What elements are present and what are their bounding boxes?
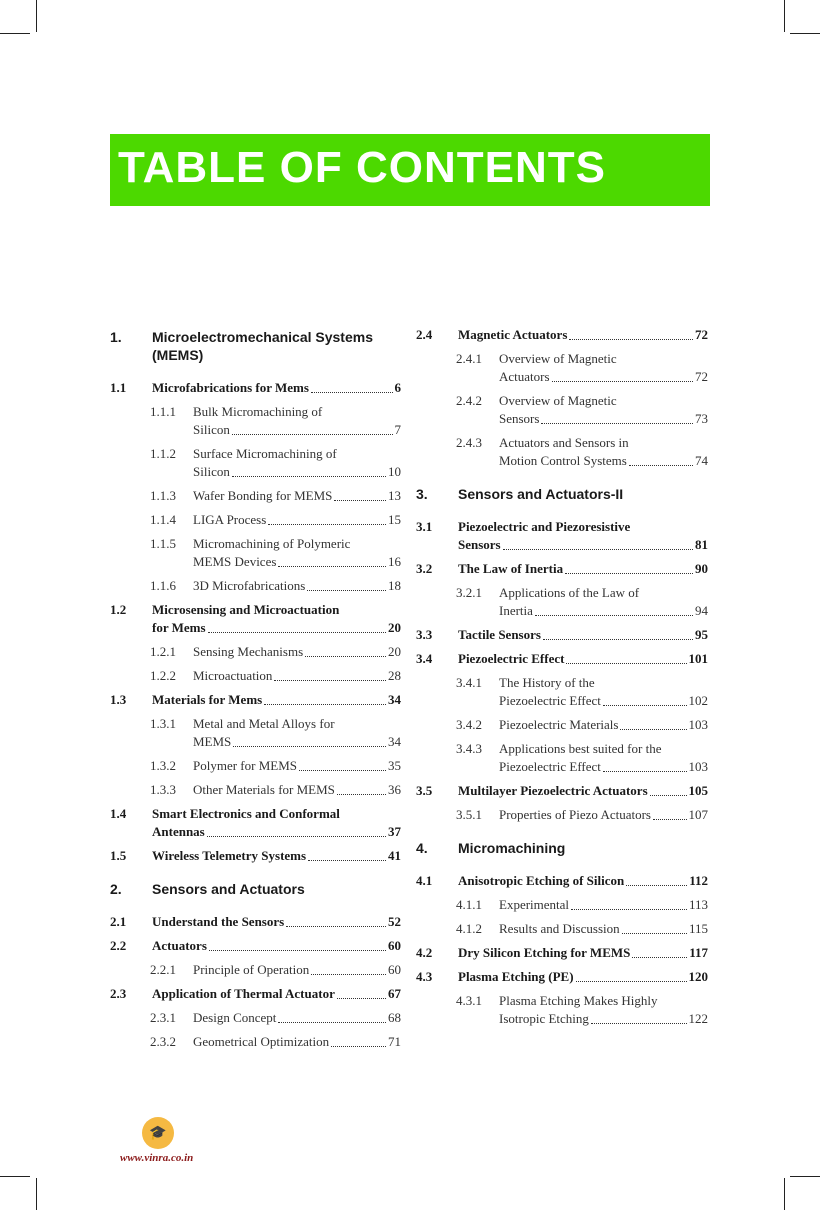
dot-leader: [264, 704, 386, 705]
entry-number: 1.2.1: [150, 644, 176, 659]
entry-title: Smart Electronics and Conformal: [152, 806, 340, 821]
entry-title: MEMS: [193, 734, 232, 749]
dot-leader: [209, 950, 386, 951]
dot-leader: [308, 860, 386, 861]
entry-number: 4.3: [416, 969, 433, 984]
entry-title: Micromachining of Polymeric: [193, 536, 351, 551]
dot-leader: [632, 957, 687, 958]
toc-entry-section[interactable]: [110, 601, 401, 637]
dot-leader: [603, 771, 687, 772]
toc-entry-sub[interactable]: [110, 577, 401, 595]
entry-title: Silicon: [193, 464, 230, 479]
toc-entry-section[interactable]: [416, 650, 708, 668]
dot-leader: [268, 524, 386, 525]
crop-mark: [0, 1176, 30, 1177]
entry-number: 3.4.2: [456, 717, 482, 732]
toc-entry-sub[interactable]: [416, 434, 708, 470]
dot-leader: [620, 729, 686, 730]
graduation-cap-icon: 🎓: [142, 1117, 174, 1149]
entry-title: 3D Microfabrications: [193, 578, 306, 593]
entry-number: 2.4.1: [456, 351, 482, 366]
entry-title: Piezoelectric Effect: [499, 759, 601, 774]
entry-title: Piezoelectric and Piezoresistive: [458, 519, 631, 534]
toc-entry-sub[interactable]: [110, 445, 401, 481]
toc-entry-sub[interactable]: [416, 350, 708, 386]
toc-entry-sub[interactable]: [110, 757, 401, 775]
entry-title: LIGA Process: [193, 512, 267, 527]
entry-number: 3.3: [416, 627, 433, 642]
entry-title: Inertia: [499, 603, 533, 618]
dot-leader: [650, 795, 687, 796]
entry-number: 1.1.6: [150, 578, 176, 593]
entry-title: Motion Control Systems: [499, 453, 627, 468]
entry-title: Actuators: [499, 369, 550, 384]
toc-entry-sub[interactable]: [110, 667, 401, 685]
page-number: 7: [394, 422, 401, 437]
entry-title: Design Concept: [193, 1010, 277, 1025]
entry-number: 2.4.2: [456, 393, 482, 408]
dot-leader: [331, 1046, 386, 1047]
entry-title: Microactuation: [193, 668, 273, 683]
entry-number: 1.2: [110, 602, 127, 617]
entry-title: Overview of Magnetic: [499, 393, 617, 408]
entry-title: Microsensing and Microactuation: [152, 602, 340, 617]
entry-number: 4.1.1: [456, 897, 482, 912]
page-number: 102: [688, 693, 708, 708]
toc-entry-sub[interactable]: [110, 961, 401, 979]
page-number: 34: [388, 734, 401, 749]
entry-title: Materials for Mems: [152, 692, 263, 707]
toc-entry-chapter[interactable]: [416, 839, 708, 857]
entry-title: The History of the: [499, 675, 595, 690]
dot-leader: [552, 381, 693, 382]
page-number: 36: [388, 782, 401, 797]
page-number: 60: [388, 938, 401, 953]
page-number: 28: [388, 668, 401, 683]
entry-title: for Mems: [152, 620, 206, 635]
page-number: 74: [695, 453, 708, 468]
toc-entry-section[interactable]: [110, 379, 401, 397]
entry-title: Sensing Mechanisms: [193, 644, 304, 659]
entry-number: 3.4: [416, 651, 433, 666]
entry-title: Experimental: [499, 897, 570, 912]
entry-title: Isotropic Etching: [499, 1011, 589, 1026]
toc-entry-section[interactable]: [416, 782, 708, 800]
page-title: TABLE OF CONTENTS: [118, 143, 606, 192]
dot-leader: [622, 933, 687, 934]
dot-leader: [541, 423, 693, 424]
page-number: 90: [695, 561, 708, 576]
entry-number: 3.4.3: [456, 741, 482, 756]
page-number: 103: [688, 759, 708, 774]
dot-leader: [278, 566, 386, 567]
entry-title: Applications best suited for the: [499, 741, 662, 756]
entry-number: 3.2: [416, 561, 433, 576]
entry-title: Properties of Piezo Actuators: [499, 807, 651, 822]
entry-number: 3.4.1: [456, 675, 482, 690]
toc-entry-section[interactable]: [416, 560, 708, 578]
toc-entry-section[interactable]: [416, 326, 708, 344]
entry-title: Piezoelectric Materials: [499, 717, 619, 732]
page-number: 16: [388, 554, 401, 569]
entry-title: Plasma Etching (PE): [458, 969, 574, 984]
toc-entry-sub[interactable]: [110, 781, 401, 799]
toc-entry-sub[interactable]: [416, 896, 708, 914]
entry-title: Principle of Operation: [193, 962, 310, 977]
page-number: 72: [695, 327, 708, 342]
dot-leader: [286, 926, 386, 927]
crop-mark: [36, 0, 37, 32]
toc-entry-sub[interactable]: [416, 674, 708, 710]
page-number: 122: [688, 1011, 708, 1026]
dot-leader: [569, 339, 693, 340]
toc-entry-sub[interactable]: [110, 1009, 401, 1027]
entry-number: 4.2: [416, 945, 433, 960]
toc-entry-sub[interactable]: [416, 584, 708, 620]
entry-number: 2.2.1: [150, 962, 176, 977]
toc-entry-sub[interactable]: [416, 392, 708, 428]
crop-mark: [36, 1178, 37, 1210]
dot-leader: [311, 974, 386, 975]
entry-number: 2.3: [110, 986, 127, 1001]
dot-leader: [543, 639, 693, 640]
entry-number: 1.1.1: [150, 404, 176, 419]
entry-number: 2.3.1: [150, 1010, 176, 1025]
dot-leader: [535, 615, 693, 616]
dot-leader: [311, 392, 393, 393]
dot-leader: [653, 819, 687, 820]
toc-entry-section[interactable]: [416, 968, 708, 986]
dot-leader: [571, 909, 687, 910]
entry-title: Sensors: [499, 411, 540, 426]
crop-mark: [0, 33, 30, 34]
page-number: 18: [388, 578, 401, 593]
entry-title: Anisotropic Etching of Silicon: [458, 873, 625, 888]
page-number: 68: [388, 1010, 401, 1025]
page-number: 20: [388, 644, 401, 659]
toc-entry-sub[interactable]: [110, 643, 401, 661]
entry-title: MEMS Devices: [193, 554, 277, 569]
dot-leader: [274, 680, 386, 681]
crop-mark: [790, 1176, 820, 1177]
page-number: 94: [695, 603, 708, 618]
toc-entry-section[interactable]: [110, 913, 401, 931]
entry-title: Silicon: [193, 422, 230, 437]
entry-number: 1.2.2: [150, 668, 176, 683]
dot-leader: [626, 885, 687, 886]
entry-title: Sensors and Actuators-II: [458, 486, 624, 502]
entry-number: 1.1.3: [150, 488, 176, 503]
dot-leader: [566, 663, 686, 664]
page-number: 13: [388, 488, 401, 503]
dot-leader: [299, 770, 386, 771]
crop-mark: [790, 33, 820, 34]
page-number: 117: [689, 945, 708, 960]
crop-mark: [784, 1178, 785, 1210]
toc-entry-section[interactable]: [110, 691, 401, 709]
dot-leader: [503, 549, 693, 550]
page-number: 105: [688, 783, 708, 798]
entry-number: 4.: [416, 840, 428, 856]
entry-title: Multilayer Piezoelectric Actuators: [458, 783, 648, 798]
toc-entry-chapter[interactable]: [110, 328, 401, 364]
entry-number: 1.5: [110, 848, 127, 863]
dot-leader: [591, 1023, 687, 1024]
toc-entry-sub[interactable]: [110, 715, 401, 751]
toc-entry-section[interactable]: [416, 626, 708, 644]
entry-number: 2.4: [416, 327, 433, 342]
entry-title: Polymer for MEMS: [193, 758, 297, 773]
entry-number: 1.3.1: [150, 716, 176, 731]
toc-entry-section[interactable]: [416, 872, 708, 890]
entry-title: Micromachining: [458, 840, 566, 856]
entry-number: 2.3.2: [150, 1034, 176, 1049]
entry-title: Magnetic Actuators: [458, 327, 568, 342]
dot-leader: [208, 632, 386, 633]
toc-column-right: [416, 326, 708, 1034]
toc-entry-sub[interactable]: [416, 806, 708, 824]
entry-number: 3.2.1: [456, 585, 482, 600]
dot-leader: [233, 746, 386, 747]
toc-entry-sub[interactable]: [416, 920, 708, 938]
toc-entry-section[interactable]: [416, 518, 708, 554]
page-number: 67: [388, 986, 401, 1001]
page-number: 95: [695, 627, 708, 642]
page-number: 107: [688, 807, 708, 822]
page-number: 6: [394, 380, 401, 395]
entry-number: 1.1.5: [150, 536, 176, 551]
dot-leader: [337, 998, 386, 999]
page-number: 112: [689, 873, 708, 888]
toc-entry-sub[interactable]: [110, 535, 401, 571]
entry-title: Geometrical Optimization: [193, 1034, 330, 1049]
toc-entry-section[interactable]: [110, 805, 401, 841]
entry-number: 2.: [110, 881, 122, 897]
entry-number: 1.: [110, 329, 122, 345]
toc-entry-sub[interactable]: [416, 992, 708, 1028]
dot-leader: [305, 656, 386, 657]
entry-title: Piezoelectric Effect: [499, 693, 601, 708]
entry-number: 4.3.1: [456, 993, 482, 1008]
entry-title: Application of Thermal Actuator: [152, 986, 335, 1001]
title-banner: [110, 134, 710, 206]
entry-title: Understand the Sensors: [152, 914, 285, 929]
entry-title: Microelectromechanical Systems: [152, 329, 373, 345]
entry-title: Other Materials for MEMS: [193, 782, 335, 797]
entry-number: 4.1.2: [456, 921, 482, 936]
page-number: 20: [388, 620, 401, 635]
dot-leader: [207, 836, 386, 837]
entry-title: Dry Silicon Etching for MEMS: [458, 945, 631, 960]
toc-entry-section[interactable]: [110, 985, 401, 1003]
toc-entry-sub[interactable]: [110, 511, 401, 529]
page-number: 41: [388, 848, 401, 863]
toc-entry-section[interactable]: [110, 847, 401, 865]
entry-number: 1.3.2: [150, 758, 176, 773]
dot-leader: [603, 705, 687, 706]
toc-entry-section[interactable]: [110, 937, 401, 955]
entry-title: Results and Discussion: [499, 921, 620, 936]
page-number: 34: [388, 692, 401, 707]
page-number: 81: [695, 537, 708, 552]
page-number: 71: [388, 1034, 401, 1049]
page-number: 37: [388, 824, 401, 839]
entry-title: The Law of Inertia: [458, 561, 564, 576]
page-number: 72: [695, 369, 708, 384]
dot-leader: [337, 794, 386, 795]
entry-title: Piezoelectric Effect: [458, 651, 565, 666]
toc-entry-sub[interactable]: [110, 403, 401, 439]
entry-title: Plasma Etching Makes Highly: [499, 993, 658, 1008]
entry-title: Overview of Magnetic: [499, 351, 617, 366]
dot-leader: [232, 434, 393, 435]
entry-title: Wafer Bonding for MEMS: [193, 488, 333, 503]
entry-title: Actuators: [152, 938, 207, 953]
page-number: 15: [388, 512, 401, 527]
page-number: 10: [388, 464, 401, 479]
entry-number: 4.1: [416, 873, 433, 888]
page-number: 101: [688, 651, 708, 666]
entry-number: 2.1: [110, 914, 127, 929]
dot-leader: [629, 465, 693, 466]
entry-number: 2.4.3: [456, 435, 482, 450]
entry-title: Bulk Micromachining of: [193, 404, 323, 419]
entry-number: 1.4: [110, 806, 127, 821]
entry-number: 1.3: [110, 692, 127, 707]
entry-title: Actuators and Sensors in: [499, 435, 629, 450]
toc-entry-sub[interactable]: [416, 716, 708, 734]
page-number: 52: [388, 914, 401, 929]
entry-number: 3.5.1: [456, 807, 482, 822]
entry-number: 1.1.4: [150, 512, 176, 527]
entry-title: Sensors and Actuators: [152, 881, 305, 897]
page-number: 113: [688, 897, 708, 912]
dot-leader: [232, 476, 386, 477]
entry-title: (MEMS): [152, 347, 204, 363]
toc-entry-sub[interactable]: [110, 487, 401, 505]
entry-number: 3.5: [416, 783, 433, 798]
toc-entry-chapter[interactable]: [110, 880, 401, 898]
entry-title: Tactile Sensors: [458, 627, 541, 642]
page-number: 60: [388, 962, 401, 977]
crop-mark: [784, 0, 785, 32]
page-number: 120: [688, 969, 708, 984]
toc-entry-section[interactable]: [416, 944, 708, 962]
dot-leader: [334, 500, 386, 501]
entry-title: Applications of the Law of: [499, 585, 640, 600]
entry-title: Microfabrications for Mems: [152, 380, 309, 395]
dot-leader: [278, 1022, 386, 1023]
toc-entry-sub[interactable]: [110, 1033, 401, 1051]
page-number: 103: [688, 717, 708, 732]
dot-leader: [565, 573, 693, 574]
entry-number: 1.3.3: [150, 782, 176, 797]
toc-entry-sub[interactable]: [416, 740, 708, 776]
entry-number: 1.1: [110, 380, 127, 395]
dot-leader: [307, 590, 386, 591]
entry-title: Antennas: [152, 824, 205, 839]
page-number: 115: [688, 921, 708, 936]
website-link[interactable]: www.vinra.co.in: [120, 1152, 194, 1164]
entry-title: Wireless Telemetry Systems: [152, 848, 307, 863]
entry-number: 2.2: [110, 938, 127, 953]
dot-leader: [576, 981, 687, 982]
entry-number: 3.: [416, 486, 428, 502]
entry-number: 1.1.2: [150, 446, 176, 461]
page-number: 73: [695, 411, 708, 426]
entry-number: 3.1: [416, 519, 433, 534]
toc-column-left: [110, 326, 401, 1057]
toc-entry-chapter[interactable]: [416, 485, 708, 503]
page-number: 35: [388, 758, 401, 773]
entry-title: Sensors: [458, 537, 501, 552]
entry-title: Metal and Metal Alloys for: [193, 716, 335, 731]
entry-title: Surface Micromachining of: [193, 446, 337, 461]
